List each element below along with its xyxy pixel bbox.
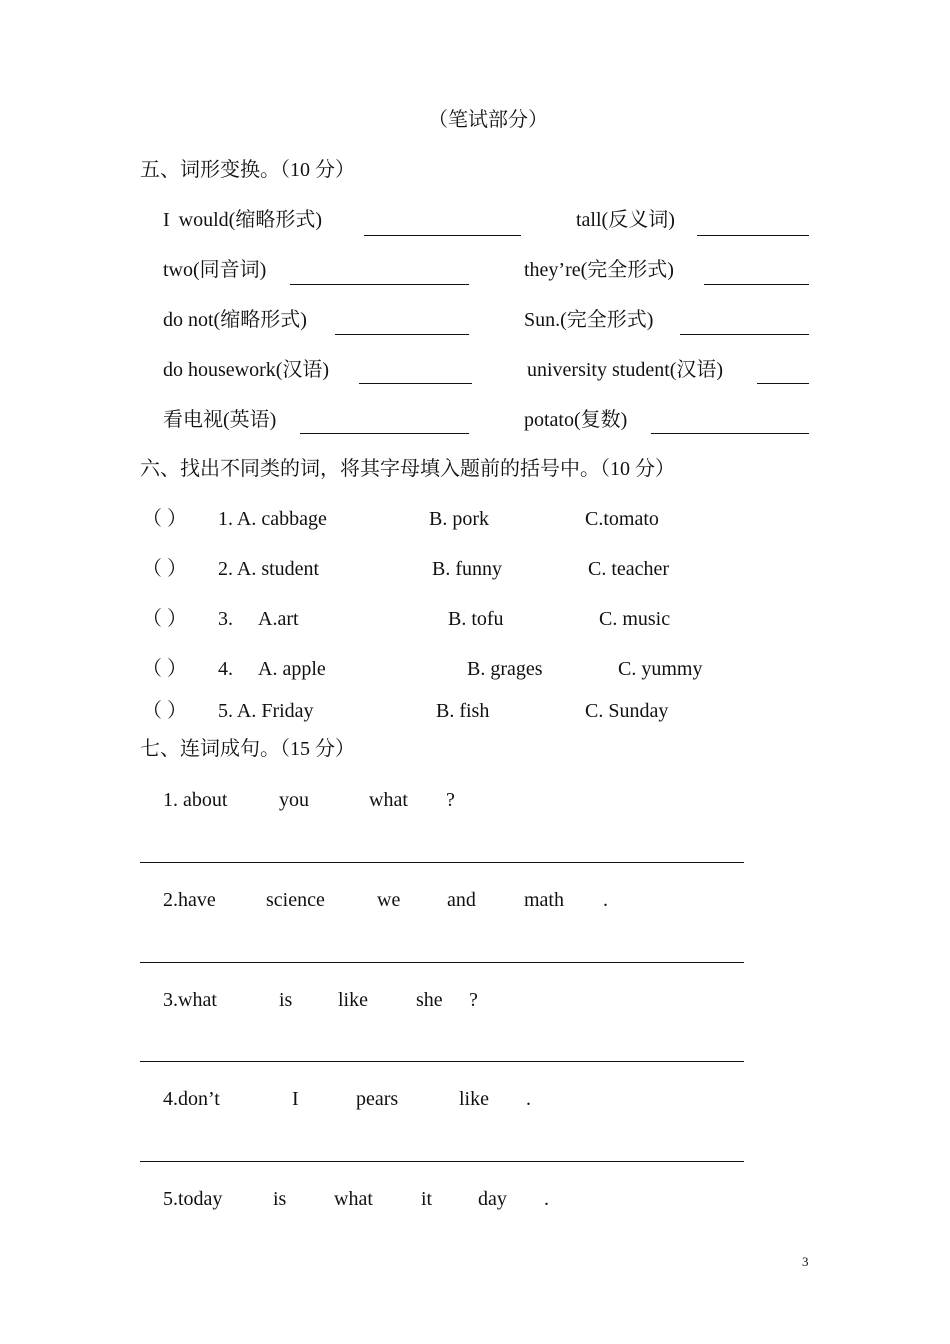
- s6-item3-option-b: B. tofu: [448, 608, 504, 630]
- s5-item5-right-label: potato(复数): [524, 409, 628, 431]
- s7-item4-answer-line[interactable]: [140, 1161, 744, 1162]
- s5-item3-left-blank[interactable]: [335, 334, 469, 335]
- s7-item5-word: what: [334, 1188, 373, 1210]
- s7-item2-word: 2.have: [163, 889, 216, 911]
- s6-item4-option-a: A. apple: [258, 658, 326, 680]
- s5-item1-left-blank[interactable]: [364, 235, 521, 236]
- s7-item4-word: like: [459, 1088, 489, 1110]
- s6-item1-option-b: B. pork: [429, 508, 489, 530]
- s7-item4-word: I: [292, 1088, 299, 1110]
- s5-item2-left-label: two(同音词): [163, 259, 267, 281]
- s7-item1-word: you: [279, 789, 309, 811]
- s6-item5-option-c: C. Sunday: [585, 700, 669, 722]
- s7-item3-answer-line[interactable]: [140, 1061, 744, 1062]
- s6-item5-option-b: B. fish: [436, 700, 490, 722]
- s5-item2-left-blank[interactable]: [290, 284, 469, 285]
- s7-item1-word: what: [369, 789, 408, 811]
- section6-title: 六、找出不同类的词，将其字母填入题前的括号中。（10 分）: [140, 458, 675, 480]
- s6-item2-option-a: 2. A. student: [218, 558, 320, 580]
- page-header: （笔试部分）: [428, 109, 548, 131]
- s6-item4-number: 4.: [218, 658, 233, 680]
- s7-item2-word: .: [603, 889, 608, 911]
- s7-item2-word: we: [377, 889, 401, 911]
- s7-item4-word: pears: [356, 1088, 399, 1110]
- s6-item4-paren[interactable]: （ ）: [142, 658, 187, 680]
- s7-item4-word: .: [526, 1088, 531, 1110]
- s6-item5-option-a: 5. A. Friday: [218, 700, 314, 722]
- section7-title: 七、连词成句。（15 分）: [140, 738, 355, 760]
- s7-item3-word: 3.what: [163, 989, 217, 1011]
- s5-item4-left-label: do housework(汉语): [163, 359, 330, 381]
- s6-item2-option-c: C. teacher: [588, 558, 670, 580]
- s5-item2-right-label: they’re(完全形式): [524, 259, 674, 281]
- s7-item5-word: .: [544, 1188, 549, 1210]
- s5-item2-right-blank[interactable]: [704, 284, 809, 285]
- s5-item4-right-label: university student(汉语): [527, 359, 724, 381]
- s7-item5-word: it: [421, 1188, 433, 1210]
- s7-item5-word: is: [273, 1188, 287, 1210]
- s6-item1-option-a: 1. A. cabbage: [218, 508, 327, 530]
- s7-item5-word: 5.today: [163, 1188, 223, 1210]
- s5-item1-right-label: tall(反义词): [576, 209, 675, 231]
- s5-item3-left-label: do not(缩略形式): [163, 309, 307, 331]
- s5-item5-right-blank[interactable]: [651, 433, 809, 434]
- s6-item2-option-b: B. funny: [432, 558, 502, 580]
- s6-item4-option-c: C. yummy: [618, 658, 703, 680]
- s5-item1-right-blank[interactable]: [697, 235, 809, 236]
- s7-item4-word: 4.don’t: [163, 1088, 220, 1110]
- s5-item3-right-blank[interactable]: [680, 334, 809, 335]
- s7-item1-word: 1. about: [163, 789, 228, 811]
- s5-item5-left-label: 看电视(英语): [163, 409, 277, 431]
- s7-item2-answer-line[interactable]: [140, 962, 744, 963]
- s7-item3-word: she: [416, 989, 443, 1011]
- s5-item1-left-label: I would(缩略形式): [163, 209, 322, 231]
- s6-item5-paren[interactable]: （ ）: [142, 700, 187, 722]
- s5-item4-left-blank[interactable]: [359, 383, 472, 384]
- s7-item3-word: is: [279, 989, 293, 1011]
- s5-item4-right-blank[interactable]: [757, 383, 809, 384]
- s7-item3-word: like: [338, 989, 368, 1011]
- s6-item2-paren[interactable]: （ ）: [142, 558, 187, 580]
- s6-item4-option-b: B. grages: [467, 658, 543, 680]
- s6-item3-option-c: C. music: [599, 608, 671, 630]
- s7-item3-word: ?: [469, 989, 478, 1011]
- s6-item3-paren[interactable]: （ ）: [142, 608, 187, 630]
- s7-item2-word: science: [266, 889, 325, 911]
- s7-item2-word: and: [447, 889, 476, 911]
- s6-item3-option-a: A.art: [258, 608, 299, 630]
- s5-item3-right-label: Sun.(完全形式): [524, 309, 654, 331]
- section5-title: 五、词形变换。（10 分）: [140, 159, 355, 181]
- s7-item2-word: math: [524, 889, 564, 911]
- s6-item1-paren[interactable]: （ ）: [142, 508, 187, 530]
- s6-item3-number: 3.: [218, 608, 233, 630]
- s7-item1-word: ?: [446, 789, 455, 811]
- s6-item1-option-c: C.tomato: [585, 508, 659, 530]
- s7-item5-word: day: [478, 1188, 507, 1210]
- page-number: 3: [802, 1254, 809, 1269]
- s7-item1-answer-line[interactable]: [140, 862, 744, 863]
- s5-item5-left-blank[interactable]: [300, 433, 469, 434]
